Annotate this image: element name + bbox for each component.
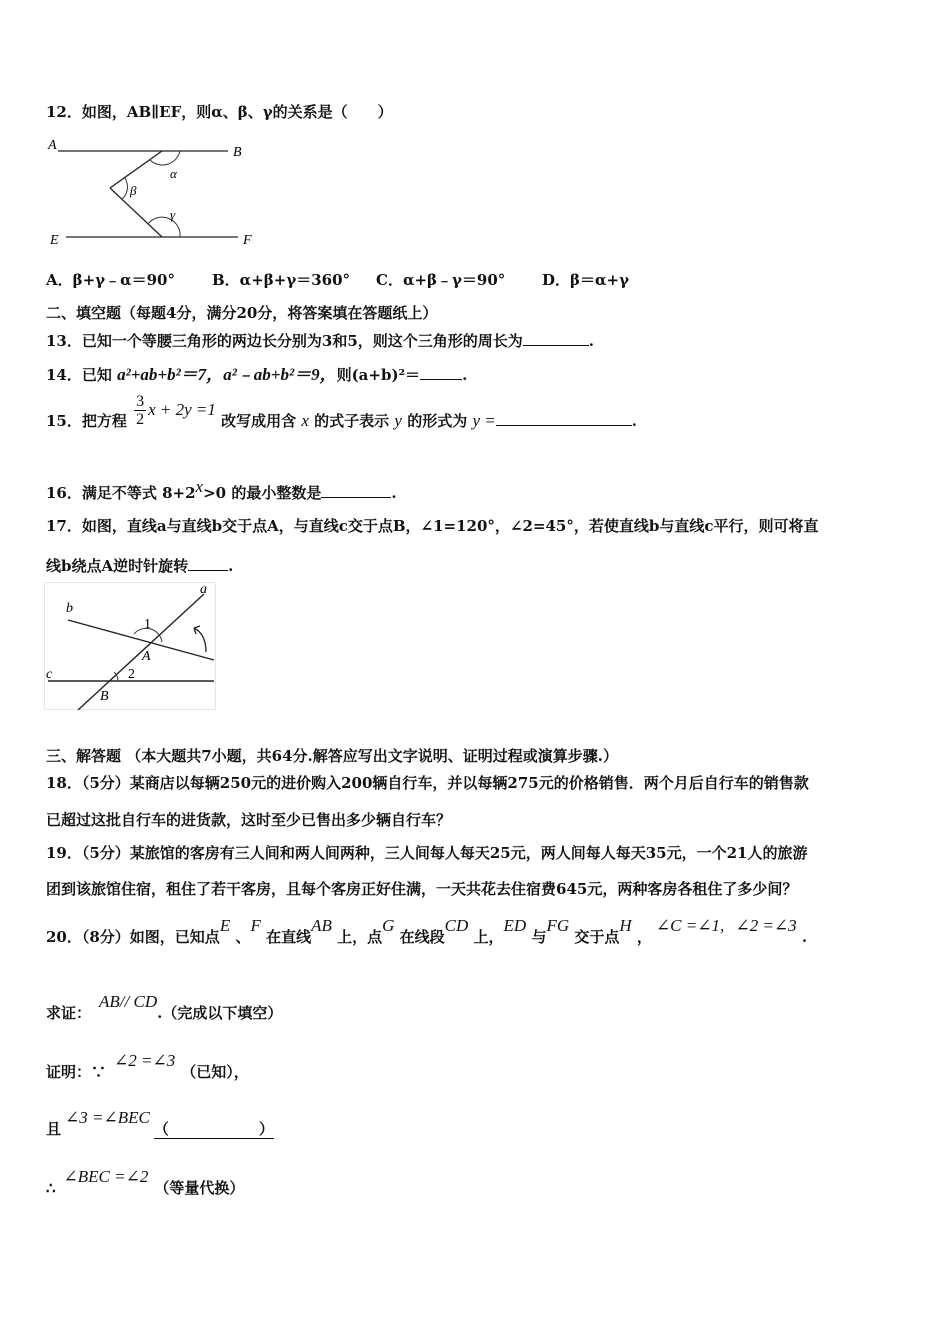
proof-step3-expr: ∠BEC =∠2 (63, 1167, 149, 1186)
q15-prefix: 15．把方程 (46, 412, 127, 430)
q17-line2-text: 线b绕点A逆时针旋转 (46, 557, 189, 575)
proof-step1-label: 证明：∵ (46, 1063, 107, 1081)
q12-option-c: C．α+β﹣γ＝90° (376, 271, 506, 289)
q14-prefix: 14．已知 (46, 366, 112, 384)
proof-step2-label: 且 (46, 1120, 62, 1138)
q12-option-a: A．β+γ﹣α＝90° (46, 271, 175, 289)
q20-prefix: 20．（8分）如图，已知点 (46, 928, 220, 946)
q17-line1: 17．如图，直线a与直线b交于点A，与直线c交于点B，∠1=120°，∠2=45°，若使直线b与直线c平行，则可将直 (46, 517, 819, 535)
proof-step3-label: ∴ (46, 1179, 56, 1197)
q20-t3: 在线段 (399, 928, 445, 946)
q12-figure (44, 136, 274, 248)
q16 (46, 477, 397, 503)
q15 (46, 392, 637, 442)
q13-text: 13．已知一个等腰三角形的两边长分别为3和5，则这个三角形的周长为 (46, 332, 523, 350)
q20-F: F (250, 916, 261, 935)
q15-end: . (631, 412, 637, 430)
q13-blank (523, 329, 589, 346)
q20-CD: CD (444, 916, 469, 935)
q20-AB: AB (311, 916, 332, 935)
q17-label-2: 2 (128, 667, 135, 682)
q15-frac-den: 2 (136, 410, 145, 428)
q15-frac-num: 3 (136, 392, 145, 410)
q14-mid: 则(a+b)²＝ (336, 366, 421, 384)
q17-figure (44, 582, 219, 712)
q20-end: . (801, 928, 808, 946)
q12-label-beta: β (130, 183, 137, 198)
q15-var-y: y (394, 411, 402, 430)
q12-option-d: D．β＝α+γ (542, 271, 629, 289)
q20-cond2: ∠2 =∠3 (735, 916, 797, 935)
q15-mid: 改写成用含 (221, 412, 297, 430)
q15-mid2: 的式子表示 (314, 412, 390, 430)
q20-t4: 上， (473, 928, 504, 946)
q15-mid3: 的形式为 (407, 412, 468, 430)
q17-label-B: B (100, 689, 109, 704)
q17-label-1: 1 (144, 617, 151, 632)
q14-eq1: a²+ab+b²＝7， (117, 365, 224, 384)
proof-prove-label: 求证： (46, 1004, 92, 1022)
section2-heading: 二、填空题（每题4分，满分20分，将答案填在答题纸上） (46, 304, 438, 322)
q12-label-gamma: γ (170, 207, 176, 222)
proof-step2 (46, 1108, 274, 1140)
q12-label-alpha: α (170, 166, 177, 181)
q20-H: H (619, 916, 632, 935)
proof-step3 (46, 1167, 245, 1199)
q13-end: . (588, 332, 594, 350)
q16-suffix: >0 的最小整数是 (203, 484, 322, 502)
q14 (46, 363, 467, 385)
q17-blank (188, 554, 228, 571)
q12-label-B: B (233, 145, 242, 160)
q17-label-A: A (142, 649, 151, 664)
proof-step3-note: （等量代换） (154, 1179, 245, 1197)
q20-G: G (382, 916, 395, 935)
q20-sep: 、 (235, 928, 251, 946)
q19-line1: 19．（5分）某旅馆的客房有三人间和两人间两种，三人间每人每天25元，两人间每人每天35元，一个21人的旅游 (46, 844, 808, 862)
q14-eq2: a²﹣ab+b²＝9， (223, 365, 337, 384)
q17-label-a: a (200, 582, 207, 597)
q20 (46, 916, 808, 948)
q12-label-E: E (50, 233, 59, 248)
proof-step2-expr: ∠3 =∠BEC (65, 1108, 150, 1127)
q17-line2 (46, 554, 233, 576)
proof-step1 (46, 1051, 249, 1083)
proof-step2-note: （ ） (153, 1120, 274, 1138)
q20-cond1: ∠C =∠1, (655, 916, 725, 935)
q20-t2: 上，点 (337, 928, 383, 946)
proof-prove-note: .（完成以下填空） (157, 1004, 283, 1022)
proof-step1-expr: ∠2 =∠3 (114, 1051, 176, 1070)
q12-option-b: B．α+β+γ＝360° (212, 271, 351, 289)
q20-ED: ED (503, 916, 527, 935)
q19-line2: 团到该旅馆住宿，租住了若干客房，且每个客房正好住满，一天共花去住宿费645元，两种客房各租住了多少间？ (46, 880, 798, 898)
q20-t7: ， (636, 928, 652, 946)
q16-end: . (391, 484, 397, 502)
q20-t1: 在直线 (266, 928, 312, 946)
q17-label-c: c (46, 667, 53, 682)
proof-prove-expr: AB// CD (99, 992, 158, 1011)
q12-label-F: F (243, 233, 252, 248)
q15-blank (496, 409, 632, 426)
q17-end: . (228, 557, 234, 575)
proof-prove (46, 992, 283, 1024)
q18-line2: 已超过这批自行车的进货款，这时至少已售出多少辆自行车？ (46, 811, 452, 829)
q20-t6: 交于点 (574, 928, 620, 946)
q15-var-x: x (301, 411, 309, 430)
q15-fraction (134, 393, 146, 428)
q15-y-eq: y = (472, 411, 496, 430)
q14-end: . (462, 366, 468, 384)
q20-E: E (219, 916, 231, 935)
q16-blank (321, 481, 391, 498)
q12-text: 12．如图，AB∥EF，则α、β、γ的关系是（ ） (46, 103, 393, 121)
proof-step1-note: （已知）， (181, 1063, 249, 1081)
q17-label-b: b (66, 601, 73, 616)
q16-var: x (195, 477, 204, 496)
section3-heading: 三、解答题 （本大题共7小题，共64分.解答应写出文字说明、证明过程或演算步骤.） (46, 747, 618, 765)
q14-blank (420, 363, 462, 380)
q13 (46, 329, 594, 351)
q16-prefix: 16．满足不等式 8+2 (46, 484, 196, 502)
q20-t5: 与 (531, 928, 547, 946)
q12-label-A: A (48, 138, 57, 153)
q20-FG: FG (546, 916, 570, 935)
q15-eq-rest: x + 2y =1 (148, 400, 216, 419)
q18-line1: 18．（5分）某商店以每辆250元的进价购入200辆自行车，并以每辆275元的价格销售．两个月后自行车的销售款 (46, 774, 809, 792)
